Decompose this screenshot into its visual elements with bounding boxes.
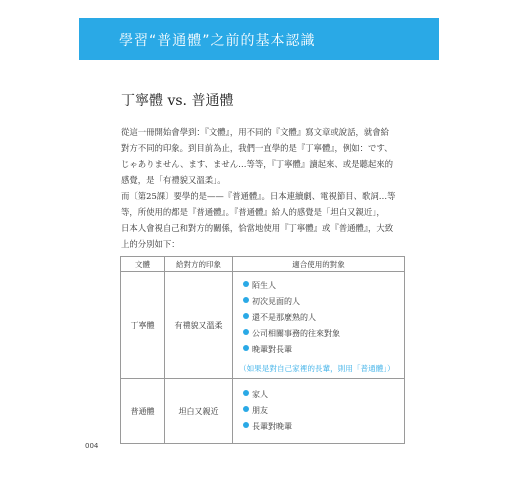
target-text: 長輩對晚輩 (252, 422, 292, 431)
table-row (121, 272, 405, 379)
usage-note: （如果是對自己家裡的長輩，則用「普通體」） (239, 364, 395, 373)
header-title: 學習“普通體”之前的基本認識 (119, 33, 316, 49)
paragraph-line: 從這一冊開始會學到：『文體』，用不同的『文體』寫文章或說話，就會給 (121, 127, 389, 137)
target-list (233, 383, 404, 439)
target-text: 公司相關事務的往來對象 (252, 329, 340, 338)
style-comparison-table (120, 256, 405, 444)
impression-cell: 坦白又親近 (165, 379, 233, 444)
target-text: 還不是那麼熟的人 (252, 313, 316, 322)
impression-cell: 有禮貌又溫柔 (165, 272, 233, 379)
second-paragraph (121, 188, 401, 252)
target-list (233, 274, 404, 362)
targets-cell (233, 379, 405, 444)
bullet-dot-icon (243, 422, 249, 428)
target-text: 初次見面的人 (252, 297, 300, 306)
list-item (243, 310, 404, 326)
paragraph-line: 而〔第25課〕要學的是——『普通體』。日本連續劇、電視節目、歌詞…等 (121, 191, 396, 201)
list-item (243, 342, 404, 358)
list-item (243, 419, 404, 435)
table-header-row (121, 257, 405, 272)
list-item (243, 278, 404, 294)
paragraph-line: 日本人會視自己和對方的關係，恰當地使用『丁寧體』或『普通體』，大致 (121, 223, 394, 233)
list-item (243, 387, 404, 403)
list-item (243, 326, 404, 342)
list-item (243, 403, 404, 419)
list-item (243, 294, 404, 310)
column-header-impression: 給對方的印象 (165, 257, 233, 272)
header-bar (79, 18, 439, 60)
target-text: 朋友 (252, 406, 268, 415)
paragraph-line: 上的分別如下： (121, 239, 180, 249)
page-number: 004 (85, 442, 99, 450)
paragraph-line: 等，所使用的都是『普通體』。『普通體』給人的感覺是「坦白又親近」， (121, 207, 385, 217)
bullet-dot-icon (243, 281, 249, 287)
style-cell: 普通體 (121, 379, 165, 444)
bullet-dot-icon (243, 406, 249, 412)
bullet-dot-icon (243, 345, 249, 351)
paragraph-line: 感覺，是「有禮貌又溫柔」。 (121, 175, 226, 185)
table-row (121, 379, 405, 444)
bullet-dot-icon (243, 390, 249, 396)
target-text: 家人 (252, 390, 268, 399)
targets-cell (233, 272, 405, 379)
bullet-dot-icon (243, 297, 249, 303)
target-text: 陌生人 (252, 281, 276, 290)
column-header-style: 文體 (121, 257, 165, 272)
intro-paragraph (121, 124, 401, 188)
style-cell: 丁寧體 (121, 272, 165, 379)
column-header-targets: 適合使用的對象 (233, 257, 405, 272)
paragraph-line: じゃありません、ます、ません…等等，『丁寧體』讀起來、或是聽起來的 (121, 159, 394, 169)
bullet-dot-icon (243, 329, 249, 335)
section-title: 丁寧體 vs. 普通體 (121, 93, 234, 109)
target-text: 晚輩對長輩 (252, 345, 292, 354)
bullet-dot-icon (243, 313, 249, 319)
paragraph-line: 對方不同的印象。到目前為止，我們一直學的是『丁寧體』，例如：です、 (121, 143, 393, 153)
